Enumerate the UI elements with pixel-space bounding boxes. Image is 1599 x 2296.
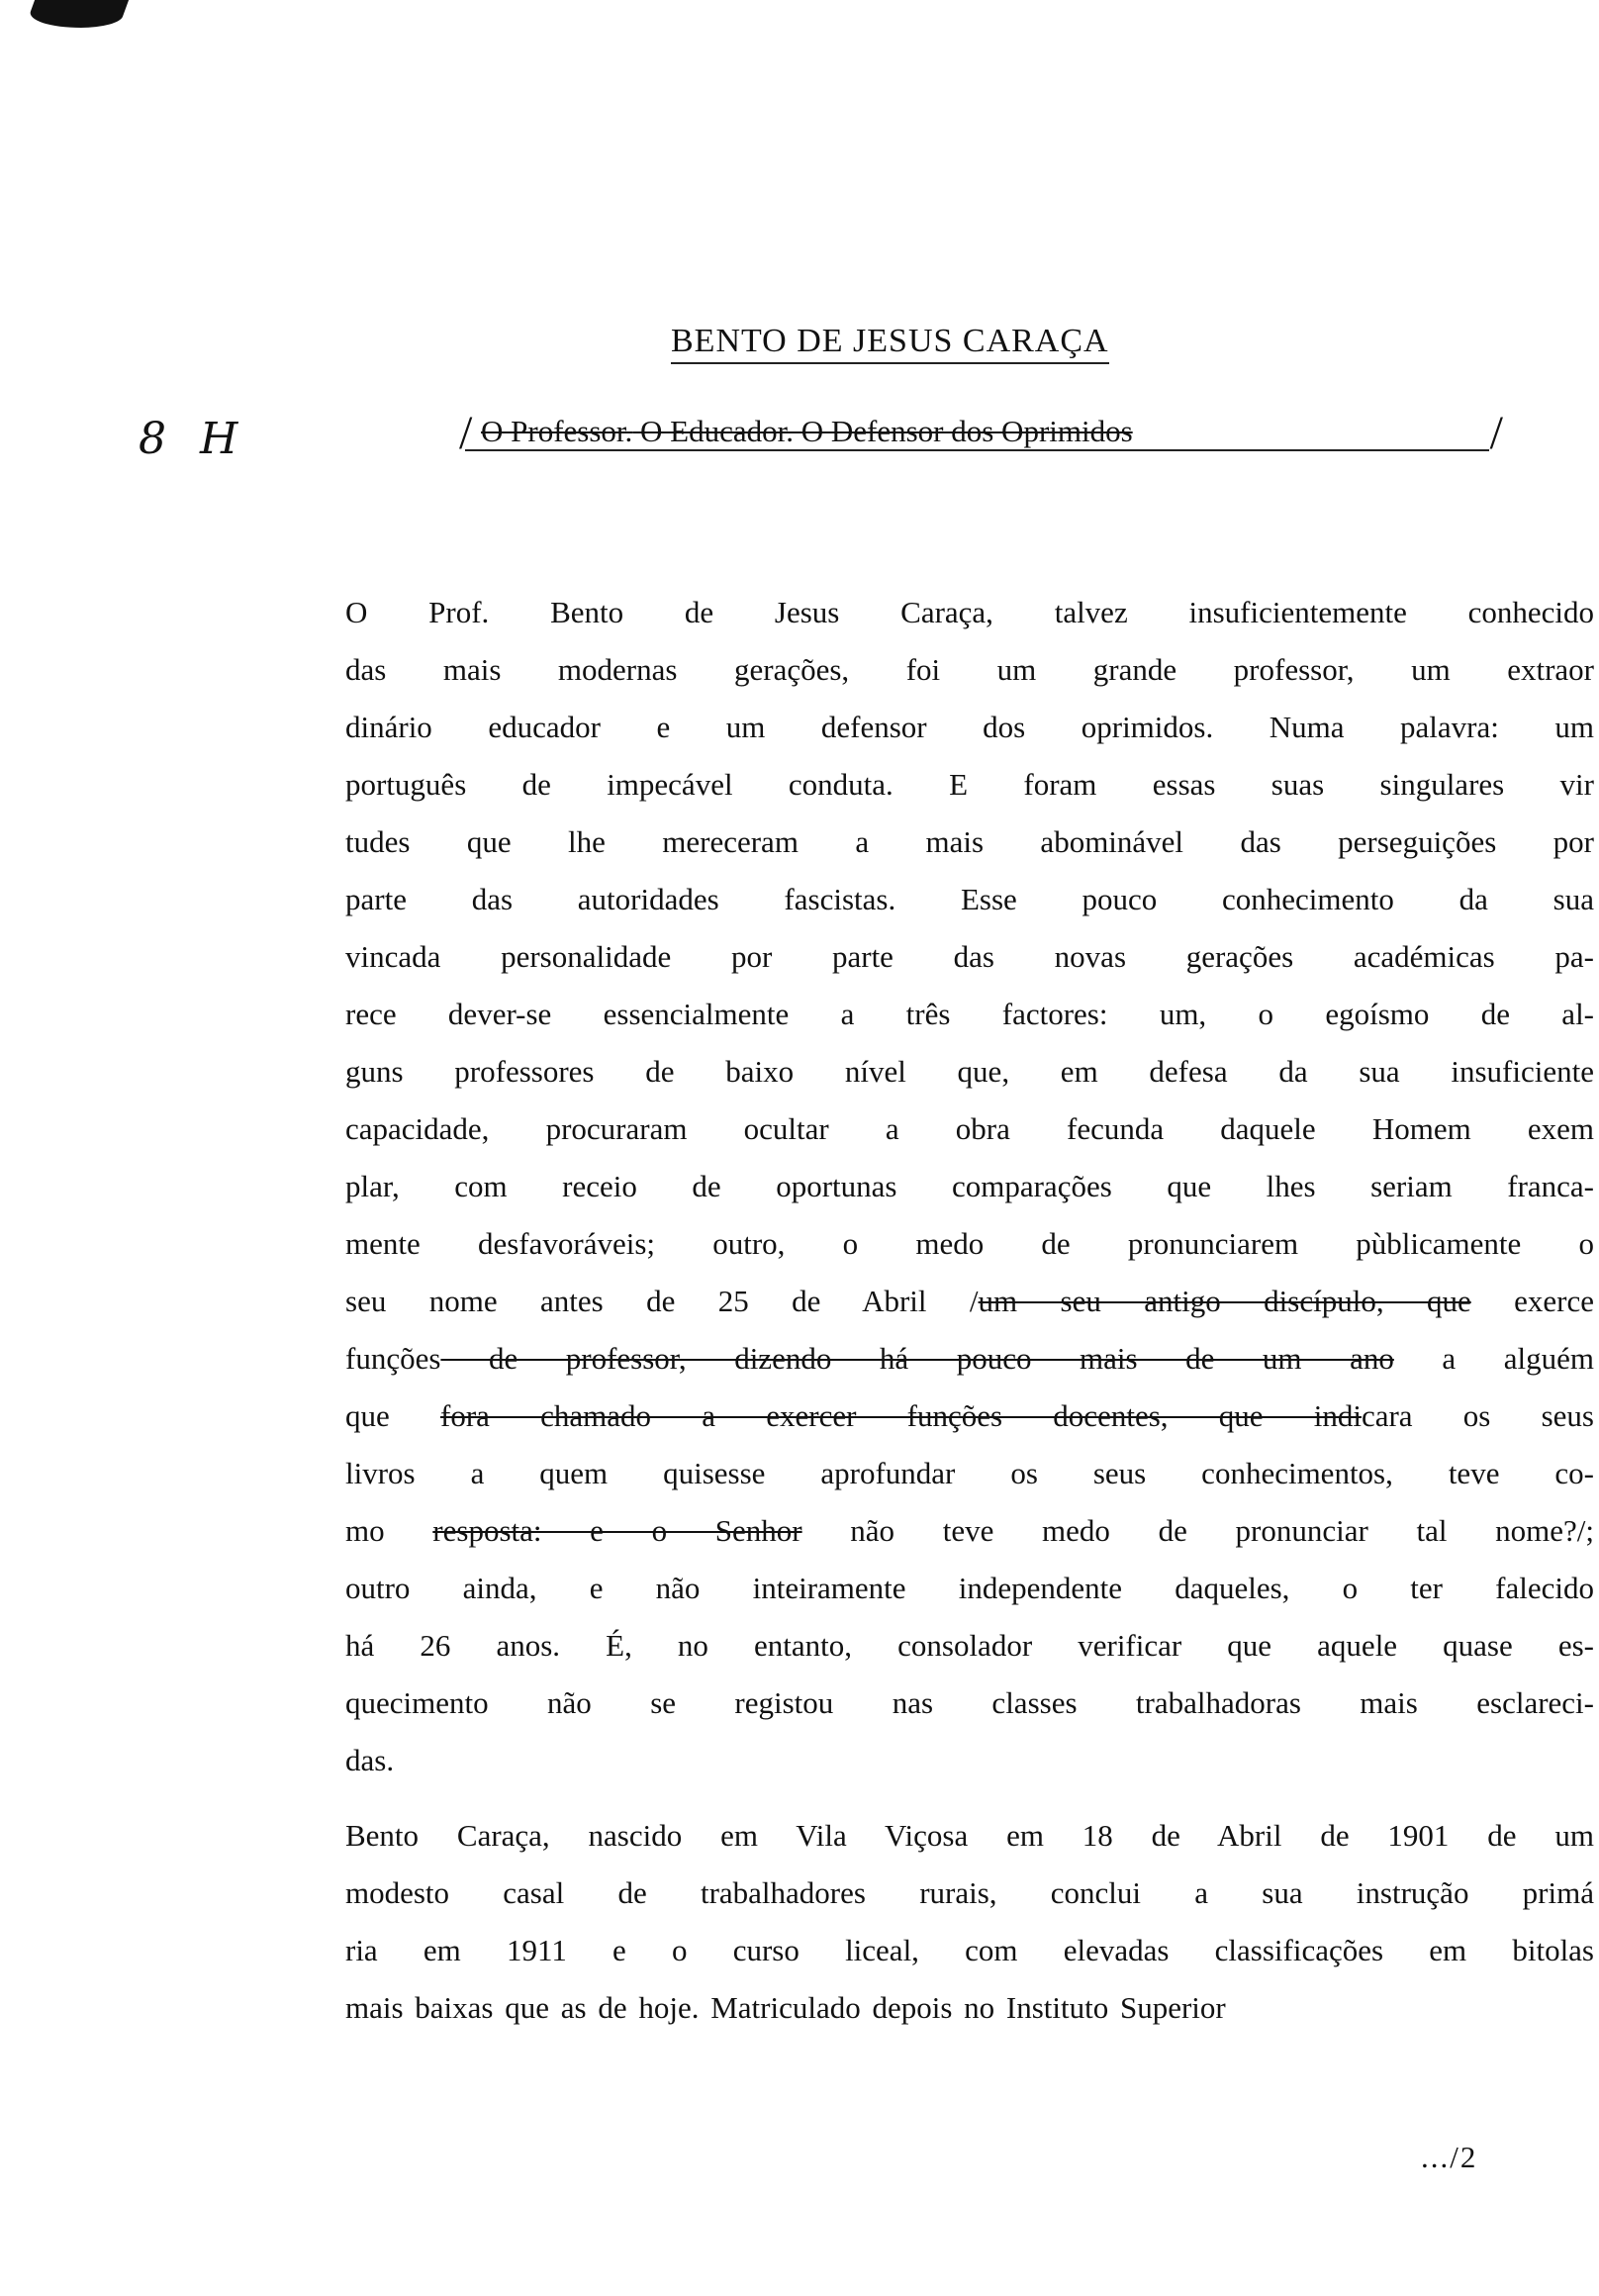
text-line (345, 641, 1594, 699)
struck-text: fora chamado a exercer funções docentes, que indi (440, 1398, 1362, 1433)
text-segment: dinário educador e um defensor dos oprimidos. Numa palavra: um (345, 710, 1594, 744)
text-line (345, 871, 1594, 928)
text-segment: modesto casal de trabalhadores rurais, conclui a sua instrução primá (345, 1875, 1594, 1910)
text-line (345, 1979, 1594, 2037)
text-segment: plar, com receio de oportunas comparações que lhes seriam franca- (345, 1169, 1594, 1203)
text-line (345, 584, 1594, 641)
scan-smudge (25, 0, 129, 28)
subtitle-part: O Educador. O Defensor dos Oprimidos (632, 414, 1133, 448)
text-segment: capacidade, procuraram ocultar a obra fecunda daquele Homem exem (345, 1111, 1594, 1146)
text-line (345, 1273, 1594, 1330)
text-line (345, 1330, 1594, 1387)
text-line (345, 1043, 1594, 1100)
text-segment: português de impecável conduta. E foram essas suas singulares vir (345, 767, 1594, 802)
text-line (345, 928, 1594, 986)
text-line (345, 1865, 1594, 1922)
text-segment: ria em 1911 e o curso liceal, com elevadas classificações em bitolas (345, 1933, 1594, 1967)
text-line (345, 1674, 1594, 1732)
bracket-mark: / (1489, 407, 1503, 459)
subtitle-part: O Professor. (481, 414, 633, 448)
text-segment: outro ainda, e não inteiramente independente daqueles, o ter falecido (345, 1571, 1594, 1605)
text-segment: que (345, 1398, 440, 1433)
text-line (345, 1445, 1594, 1502)
text-segment: livros a quem quisesse aprofundar os seus conhecimentos, teve co- (345, 1456, 1594, 1490)
text-segment: seu nome antes de 25 de Abril / (345, 1284, 979, 1318)
bracket-mark: / (459, 407, 473, 459)
text-line (345, 1100, 1594, 1158)
text-line (345, 1502, 1594, 1560)
document-subtitle (459, 407, 1503, 459)
text-segment: tudes que lhe mereceram a mais abominável das perseguições por (345, 824, 1594, 859)
text-segment: mo (345, 1513, 433, 1548)
text-segment: exerce (1470, 1284, 1594, 1318)
text-segment: há 26 anos. É, no entanto, consolador verificar que aquele quase es- (345, 1628, 1594, 1663)
text-segment: O Prof. Bento de Jesus Caraça, talvez insuficientemente conhecido (345, 595, 1594, 629)
text-segment: mais baixas que as de hoje. Matriculado depois no Instituto Superior (345, 1990, 1226, 2025)
text-line (345, 813, 1594, 871)
text-segment: vincada personalidade por parte das novas gerações académicas pa- (345, 939, 1594, 974)
text-segment: guns professores de baixo nível que, em defesa da sua insuficiente (345, 1054, 1594, 1089)
text-line (345, 1158, 1594, 1215)
text-segment: das. (345, 1743, 395, 1777)
text-segment: cara os seus (1361, 1398, 1594, 1433)
text-line (345, 1215, 1594, 1273)
struck-text: de professor, dizendo há pouco mais de um ano (440, 1341, 1394, 1376)
text-line (345, 1617, 1594, 1674)
text-line (345, 1387, 1594, 1445)
text-segment: Bento Caraça, nascido em Vila Viçosa em 18 de Abril de 1901 de um (345, 1818, 1594, 1853)
page-continuation: .../2 (1421, 2140, 1478, 2174)
text-line (345, 1560, 1594, 1617)
struck-text: um seu antigo discípulo, que (978, 1284, 1471, 1318)
text-segment: mente desfavoráveis; outro, o medo de pronunciarem pùblicamente o (345, 1226, 1594, 1261)
text-line (345, 1807, 1594, 1865)
text-line (345, 1732, 1594, 1789)
text-line (345, 986, 1594, 1043)
text-line (345, 699, 1594, 756)
text-segment: quecimento não se registou nas classes trabalhadoras mais esclareci- (345, 1685, 1594, 1720)
handwritten-margin-note: 8 H (139, 414, 248, 464)
text-segment: parte das autoridades fascistas. Esse pouco conhecimento da sua (345, 882, 1594, 916)
text-segment: das mais modernas gerações, foi um grande professor, um extraor (345, 652, 1594, 687)
text-segment: não teve medo de pronunciar tal nome?/; (801, 1513, 1594, 1548)
text-line (345, 756, 1594, 813)
text-segment: rece dever-se essencialmente a três factores: um, o egoísmo de al- (345, 997, 1594, 1031)
text-line (345, 1922, 1594, 1979)
paragraph-1 (345, 584, 1594, 1789)
text-segment: funções (345, 1341, 441, 1376)
struck-text: resposta: e o Senhor (432, 1513, 802, 1548)
document-title: BENTO DE JESUS CARAÇA (671, 323, 1109, 364)
paragraph-2 (345, 1807, 1594, 2037)
text-segment: a alguém (1393, 1341, 1594, 1376)
